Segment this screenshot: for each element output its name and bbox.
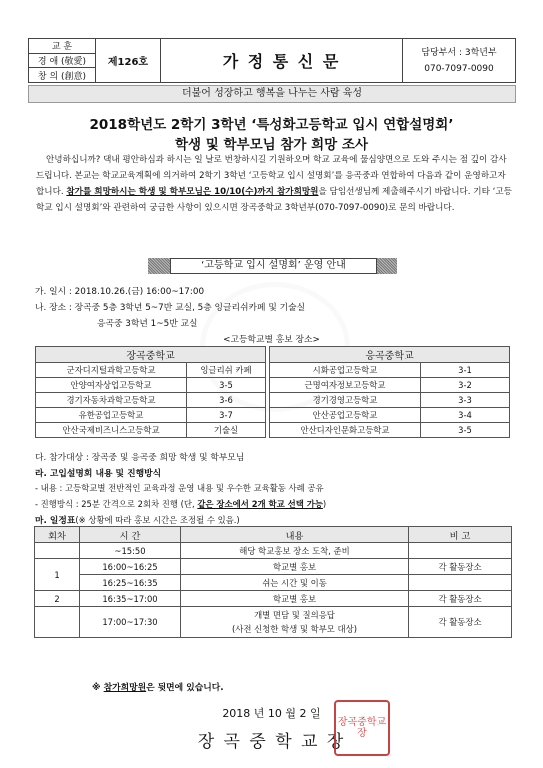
- table-cell: 3-7: [187, 408, 266, 423]
- table-cell: 경기자동차과학고등학교: [36, 393, 187, 408]
- table-cell: 16:25~16:35: [80, 575, 181, 591]
- table-cell: 3-6: [187, 393, 266, 408]
- newsletter-header: [28, 38, 516, 83]
- cell-line: (사전 신청한 학생 및 학부모 대상): [231, 624, 358, 634]
- table-row: [36, 423, 510, 438]
- table-row: [36, 378, 510, 393]
- table-row: [35, 591, 512, 607]
- table-cell: 안산국제비즈니스고등학교: [36, 423, 187, 438]
- column-header: 내용: [181, 527, 409, 543]
- page-title: 2018학년도 2학기 3학년 ‘특성화고등학교 입시 연합설명회’: [89, 117, 454, 133]
- banner-left-shade: [148, 258, 170, 274]
- table-row: [35, 543, 512, 559]
- phone-number: 070-7097-0090: [424, 63, 494, 74]
- table-cell: 각 활동장소: [409, 591, 512, 607]
- target-audience: 다. 참가대상 : 장곡중 및 응곡중 희망 학생 및 학부모님: [35, 453, 245, 463]
- table-cell: [409, 543, 512, 559]
- table-cell: 학교별 홍보: [181, 559, 409, 575]
- method-emphasis: 같은 장소에서 2개 학교 선택 가능: [197, 499, 323, 509]
- table-cell: 잉글리쉬 카페: [187, 363, 266, 378]
- intro-text-1: 안녕하십니까? 댁내 평안하심과 하시는 일 날로 번창하시길 기원하오며 학교 교육에 물심양면으로 도와 주시는 점 깊이 감사드립니다. 본교는 학교교육계획에 의거하여 2학기 3학년 ‘고등학교 입시 설명회’를 응곡중과 연합하여 다음과 같이 운영하고자 합니다.: [36, 155, 507, 197]
- table-cell: 각 활동장소: [409, 559, 512, 575]
- table-cell: 쉬는 시간 및 이동: [181, 575, 409, 591]
- issue-date: 2018 년 10 월 2 일: [222, 707, 321, 720]
- method-text: - 진행방식 : 25분 간격으로 2회차 진행 (단,: [35, 499, 198, 509]
- info-place-1: 나. 장소 : 장곡중 5층 3학년 5~7반 교실, 5층 잉글리쉬카페 및 기술실: [35, 303, 306, 313]
- notice-form-name: 참가희망원: [103, 683, 147, 693]
- table-cell: 17:00~17:30: [80, 607, 181, 638]
- table-cell: 3-4: [421, 408, 510, 423]
- table-cell: 2: [35, 591, 80, 607]
- table-cell: 해당 학교홍보 장소 도착, 준비: [181, 543, 409, 559]
- table-cell: 1: [35, 559, 80, 591]
- schedule-note: (※ 상황에 따라 홍보 시간은 조정될 수 있음.): [75, 515, 240, 525]
- intro-deadline: 참가를 희망하시는 학생 및 학부모님은 10/10(수)까지 참가희망원: [66, 187, 319, 197]
- official-seal: 장곡중학교장: [334, 700, 390, 756]
- column-header: 회차: [35, 527, 80, 543]
- school-location-table: [35, 346, 510, 438]
- table-cell: 기술실: [187, 423, 266, 438]
- form-notice: [92, 680, 224, 693]
- table-cell: 16:35~17:00: [80, 591, 181, 607]
- table-row: [35, 607, 512, 638]
- intro-text-2: 을 담임선생님께 제출해주시기 바랍니다. 기타 ‘고등학교 입시 설명회’와 관련하여 궁금한 사항이 있으시면 장곡중학교 3학년부(070-7097-0090)로 문의 바랍니다.: [36, 187, 512, 213]
- department: 담당부서 : 3학년부: [421, 47, 497, 58]
- column-header: 시 간: [80, 527, 181, 543]
- section-banner: ‘고등학교 입시 설명회’ 운영 안내: [170, 258, 377, 274]
- notice-text: 은 뒷면에 있습니다.: [146, 683, 224, 693]
- table-cell: 안산디자인문화고등학교: [270, 423, 421, 438]
- schedule-table: [34, 526, 512, 638]
- banner-right-shade: [375, 258, 397, 274]
- table-cell: [35, 607, 80, 638]
- school-slogan: 더불어 성장하고 행복을 나누는 사람 육성: [28, 85, 516, 103]
- table-cell: 경기경영고등학교: [270, 393, 421, 408]
- method-text-end: ): [322, 499, 327, 509]
- info-date: 가. 일시 : 2018.10.26.(금) 16:00~17:00: [35, 287, 205, 297]
- table-cell: 3-5: [187, 378, 266, 393]
- schedule-title: 마. 일정표: [35, 516, 76, 526]
- table-cell: [409, 575, 512, 591]
- table-cell: 안산공업고등학교: [270, 408, 421, 423]
- table-cell: [181, 607, 409, 638]
- table-cell: 근명여자정보고등학교: [270, 378, 421, 393]
- table-cell: 3-3: [421, 393, 510, 408]
- table-cell: 시화공업고등학교: [270, 363, 421, 378]
- content-description: - 내용 : 고등학교별 전반적인 교육과정 운영 내용 및 우수한 교육활동 사례 공유: [35, 483, 324, 493]
- principal-signature: 장 곡 중 학 교 장: [197, 732, 346, 752]
- page-subtitle: 학생 및 학부모님 참가 희망 조사: [174, 137, 369, 153]
- issue-number: 제126호: [96, 39, 161, 83]
- right-school-header: 응곡중학교: [270, 347, 510, 363]
- content-method: [35, 498, 326, 510]
- content-heading: 라. 고입설명회 내용 및 진행방식: [35, 469, 162, 479]
- table-cell: [35, 543, 80, 559]
- table-cell: 16:00~16:25: [80, 559, 181, 575]
- table-cell: 군자디지털과학고등학교: [36, 363, 187, 378]
- info-place-2: 응곡중 3학년 1~5반 교실: [97, 319, 198, 329]
- motto-line2: 창 의 (創意): [29, 68, 96, 83]
- motto-label: 교 훈: [29, 39, 96, 54]
- motto-line1: 경 애 (敬愛): [29, 53, 96, 68]
- table-row: [35, 559, 512, 575]
- table-row: [36, 363, 510, 378]
- table-cell: 3-5: [421, 423, 510, 438]
- table-row: [35, 575, 512, 591]
- table-cell: ~15:50: [80, 543, 181, 559]
- table-cell: 각 활동장소: [409, 607, 512, 638]
- newsletter-title: 가 정 통 신 문: [161, 39, 403, 83]
- table-row: [36, 408, 510, 423]
- left-school-header: 장곡중학교: [36, 347, 266, 363]
- contact-info: [403, 39, 516, 83]
- table-cell: 학교별 홍보: [181, 591, 409, 607]
- table-row: [36, 393, 510, 408]
- intro-paragraph: [36, 152, 514, 216]
- table-cell: 3-2: [421, 378, 510, 393]
- notice-mark: ※: [92, 683, 104, 693]
- table-cell: 유한공업고등학교: [36, 408, 187, 423]
- column-header: 비 고: [409, 527, 512, 543]
- table-cell: 안양여자상업고등학교: [36, 378, 187, 393]
- cell-line: 개별 면담 및 질의응답: [254, 610, 335, 620]
- place-caption: <고등학교별 홍보 장소>: [223, 335, 320, 345]
- schedule-heading: [35, 513, 240, 526]
- table-cell: 3-1: [421, 363, 510, 378]
